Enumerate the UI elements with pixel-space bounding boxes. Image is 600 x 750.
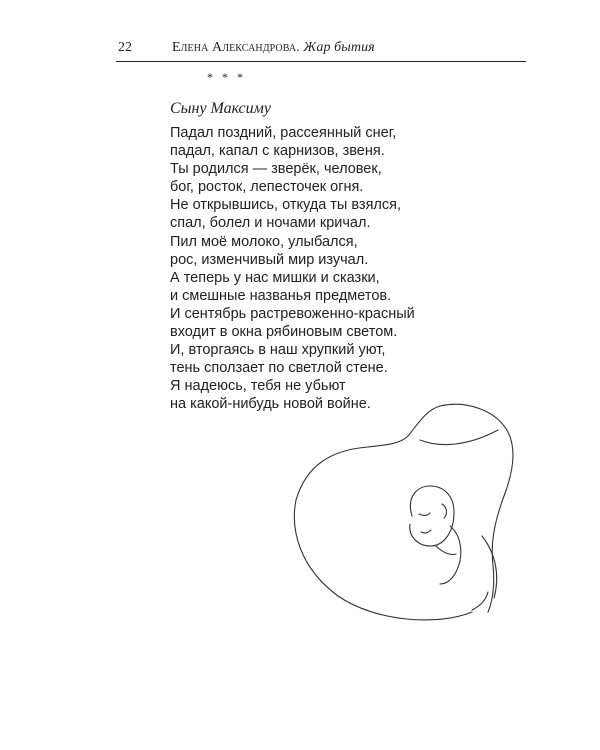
header-rule	[116, 61, 526, 62]
poem-line: Пил моё молоко, улыбался,	[170, 233, 358, 250]
baby-ear	[442, 504, 446, 518]
poem-line: И, вторгаясь в наш хрупкий уют,	[170, 342, 386, 359]
poem-line: падал, капал с карнизов, звеня.	[170, 143, 385, 160]
poem-line: рос, изменчивый мир изучал.	[170, 251, 369, 268]
running-head-book-title: Жар бытия	[303, 40, 375, 55]
page-number: 22	[118, 40, 132, 55]
mother-fold-line	[472, 592, 488, 610]
poem-line: Я надеюсь, тебя не убьют	[170, 378, 346, 395]
poem-line: Падал поздний, рассеянный снег,	[170, 125, 397, 141]
poem-line: бог, росток, лепесточек огня.	[170, 179, 364, 196]
poem-line: Ты родился — зверёк, человек,	[170, 161, 382, 178]
poem-line: Не открывшись, откуда ты взялся,	[170, 197, 402, 214]
poem-line: И сентябрь растревоженно-красный	[170, 305, 415, 322]
mother-back-outline	[296, 404, 513, 612]
running-head-author: Елена Александрова.	[172, 40, 300, 55]
mother-lower-outline	[294, 500, 472, 620]
poem-body	[170, 124, 470, 414]
poem-line: входит в окна рябиновым светом.	[170, 324, 398, 341]
baby-head	[410, 486, 454, 546]
poem-line: А теперь у нас мишки и сказки,	[170, 269, 380, 286]
poem-line: на какой-нибудь новой войне.	[170, 396, 371, 413]
poem-line: спал, болел и ночами кричал.	[170, 215, 371, 232]
poem-line: тень сползает по светлой стене.	[170, 360, 388, 377]
mother-and-child-drawing-icon	[290, 400, 540, 640]
poem-dedication: Сыну Максиму	[170, 100, 271, 117]
mother-shoulder-line	[420, 430, 498, 445]
mother-arm-line	[482, 536, 497, 598]
poem-separator: * * *	[207, 70, 246, 84]
baby-eye	[419, 513, 430, 515]
baby-swaddle-fold	[436, 546, 456, 555]
poem-line: и смешные названья предметов.	[170, 287, 392, 304]
baby-mouth	[421, 530, 431, 533]
baby-swaddle	[440, 526, 461, 584]
running-head	[172, 40, 375, 56]
